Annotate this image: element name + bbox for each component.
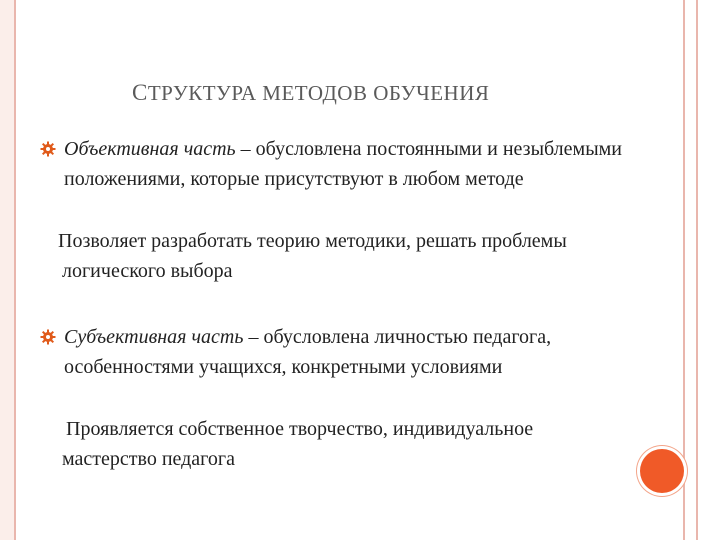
title-first-letter: С: [132, 80, 148, 105]
bullet-objective-body: – обусловлена постоянными и незыблемыми положениями, которые присутствуют в любом методе: [64, 138, 622, 190]
bullet-objective-note: Позволяет разработать теорию методики, решать проблемы логического выбора: [58, 230, 567, 282]
left-decorative-frame: [0, 0, 16, 540]
title-rest: ТРУКТУРА МЕТОДОВ ОБУЧЕНИЯ: [147, 81, 490, 105]
bullet-subjective-body: – обусловлена личностью педагога, особенностями учащихся, конкретными условиями: [64, 326, 552, 378]
bullet-objective-text: [64, 134, 640, 194]
bullet-objective: [40, 134, 640, 194]
bullet-subjective-text: [64, 322, 640, 382]
bullet-subjective-term: Субъективная часть: [64, 326, 244, 348]
slide-title: [132, 80, 592, 106]
bullet-subjective-note: Проявляется собственное творчество, индивидуальное мастерство педагога: [62, 418, 534, 470]
bullet-subjective: [40, 322, 640, 382]
settings-cog-icon: [40, 329, 56, 345]
orange-accent-circle: [640, 449, 684, 493]
settings-cog-icon: [40, 141, 56, 157]
bullet-objective-term: Объективная часть: [64, 138, 236, 160]
right-decorative-frame: [683, 0, 698, 540]
